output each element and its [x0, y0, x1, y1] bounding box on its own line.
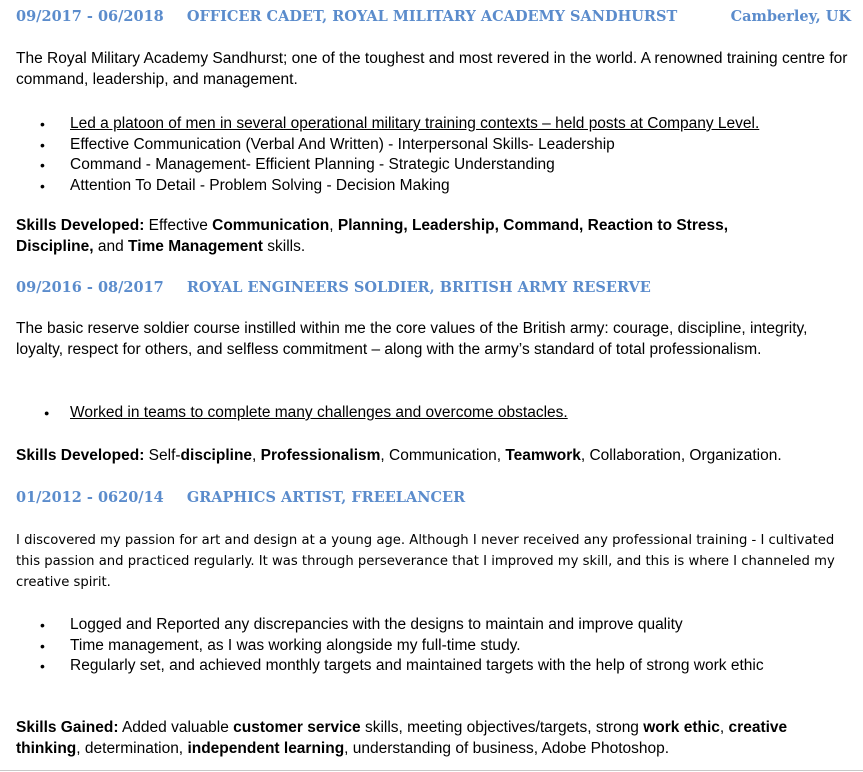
entry-header — [16, 8, 851, 25]
bullet-item: • Logged and Reported any discrepancies with the designs to maintain and improve quality — [40, 615, 770, 636]
entry-header — [16, 279, 851, 296]
skills-text: Self- — [144, 447, 181, 464]
skills-label: Skills Gained: — [16, 719, 119, 736]
skills-bold: work ethic — [643, 719, 720, 736]
entry-date: 09/2016 - 08/2017 — [16, 279, 164, 296]
skills-bold: Communication — [212, 217, 330, 234]
bullet-item — [40, 403, 568, 424]
entry-location: Camberley, UK — [730, 8, 851, 25]
entry-bullets — [40, 615, 770, 677]
skills-developed — [16, 446, 856, 467]
bullet-item: • Command - Management- Efficient Planning - Strategic Understanding — [40, 155, 759, 176]
bullet-item: • Effective Communication (Verbal And Written) - Interpersonal Skills- Leadership — [40, 135, 759, 156]
skills-bold: Time Management — [128, 237, 263, 255]
skills-text: , Communication, — [380, 447, 506, 464]
skills-bold: discipline — [180, 447, 253, 464]
skills-text: , — [329, 217, 338, 234]
entry-date: 01/2012 - 0620/14 — [16, 489, 164, 506]
entry-bullets — [40, 403, 568, 424]
skills-bold: Professionalism — [260, 447, 381, 464]
entry-header — [16, 489, 851, 506]
skills-bold: customer service — [233, 719, 361, 736]
skills-text: skills. — [262, 237, 306, 255]
skills-label: Skills Developed: — [16, 217, 145, 234]
skills-bold: Planning, Leadership, Command, Reaction to Stress, Discipline, — [16, 217, 729, 255]
skills-text: , — [252, 447, 261, 464]
entry-bullets — [40, 114, 759, 196]
skills-gained — [16, 718, 856, 759]
entry-date: 09/2017 - 06/2018 — [16, 8, 164, 25]
bullet-text: Led a platoon of men in several operational military training contexts – held posts at Company Level. — [70, 115, 760, 132]
entry-description: The Royal Military Academy Sandhurst; one of the toughest and most revered in the world. A renowned training centre for command, leadership, and management. — [16, 50, 848, 88]
bullet-item: • Regularly set, and achieved monthly targets and maintained targets with the help of strong work ethic — [40, 656, 770, 677]
bullet-item: • Attention To Detail - Problem Solving - Decision Making — [40, 176, 759, 197]
skills-text: skills, meeting objectives/targets, strong — [360, 719, 644, 736]
skills-bold: Teamwork — [505, 447, 581, 464]
skills-developed — [16, 216, 806, 257]
skills-text: , understanding of business, Adobe Photoshop. — [344, 739, 670, 757]
skills-label: Skills Developed: — [16, 447, 145, 464]
skills-text: Added valuable — [118, 719, 234, 736]
entry-title: ROYAL ENGINEERS SOLDIER, BRITISH ARMY RESERVE — [186, 279, 651, 296]
entry-description: The basic reserve soldier course instilled within me the core values of the British army: courage, discipline, integrity, loyalty, respect for others, and selfless commitment – along with the army’s standard of total professionalism. — [16, 320, 808, 358]
entry-title: GRAPHICS ARTIST, FREELANCER — [186, 489, 466, 506]
skills-bold: creative thinking — [16, 719, 788, 757]
skills-text: Effective — [144, 217, 213, 234]
bullet-text: Worked in teams to complete many challenges and overcome obstacles. — [70, 404, 568, 421]
bullet-item — [40, 114, 759, 135]
skills-bold: independent learning — [187, 739, 345, 757]
skills-text: , Collaboration, Organization. — [580, 447, 782, 464]
bullet-item: • Time management, as I was working alongside my full-time study. — [40, 636, 770, 657]
skills-text: and — [93, 237, 129, 255]
skills-text: , — [719, 719, 729, 736]
skills-text: , determination, — [76, 739, 188, 757]
entry-description: I discovered my passion for art and design at a young age. Although I never received any professional training - I cultivated this passion and practiced regularly. It was through perseverance that I improved my skill, and this is where I channeled my creative spirit. — [16, 533, 835, 590]
page-divider — [0, 770, 863, 771]
entry-title: OFFICER CADET, ROYAL MILITARY ACADEMY SANDHURST — [186, 8, 678, 25]
